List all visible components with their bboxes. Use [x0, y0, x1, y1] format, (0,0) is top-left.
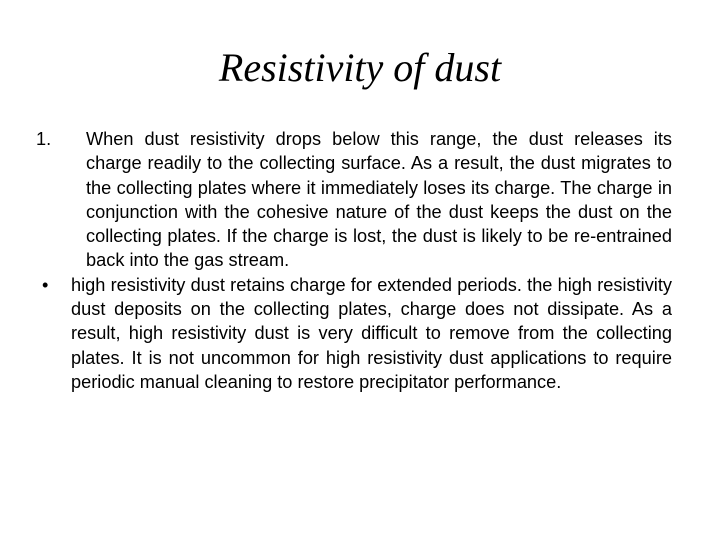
slide-title: Resistivity of dust	[218, 45, 502, 90]
list-item-numbered	[36, 127, 672, 273]
list-item-bullet	[36, 273, 672, 394]
slide-body	[36, 127, 672, 394]
list-item-text: When dust resistivity drops below this range, the dust releases its charge readily to the collecting surface. As a result, the dust migrates to the collecting plates where it immediately loses its charge. The charge in conjunction with the cohesive nature of the dust keeps the dust on the collecting plates. If the charge is lost, the dust is likely to be re-entrained back into the gas stream.	[86, 129, 672, 271]
list-number: 1.	[36, 129, 52, 149]
list-item-text: high resistivity dust retains charge for extended periods. the high resistivity dust deposits on the collecting plates, charge does not dissipate. As a result, high resistivity dust is very difficult to remove from the collecting plates. It is not uncommon for high resistivity dust applications to require periodic manual cleaning to restore precipitator performance.	[71, 274, 672, 392]
bullet-icon: •	[42, 274, 49, 295]
